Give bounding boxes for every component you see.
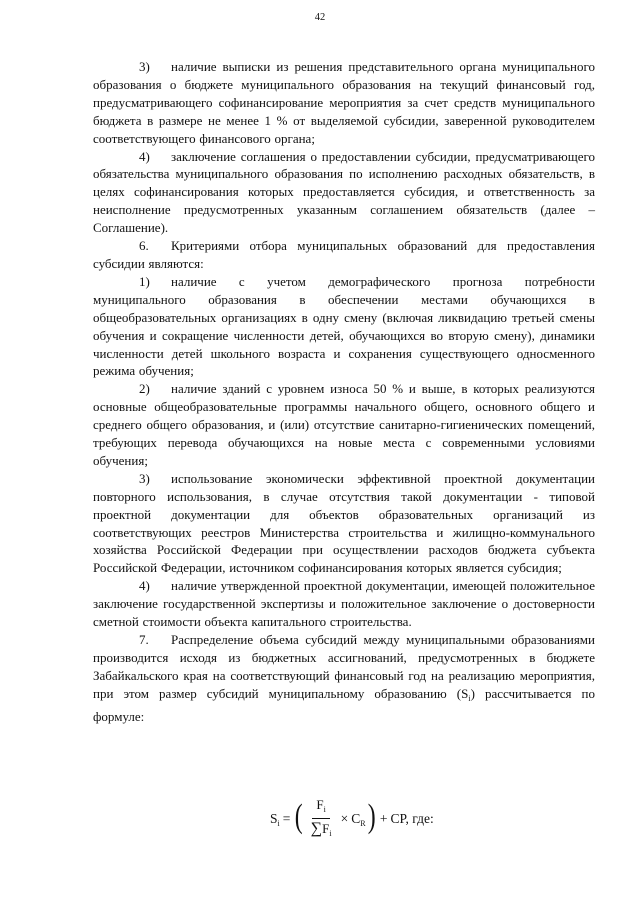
formula-tail: CP, где: xyxy=(390,811,434,826)
paragraph-text: Критериями отбора муниципальных образований для предоставления субсидии являются: xyxy=(93,238,595,271)
formula-plus: + xyxy=(379,811,388,826)
formula-equals: = xyxy=(282,811,291,826)
section-7 xyxy=(93,631,595,726)
paragraph-text: наличие с учетом демографического прогноза потребности муниципального образования в обеспечении местами обучающихся в общеобразовательных организациях в одну смену (включая ликвидацию третьей смены обучения и сокращение численности детей, обучающихся во вторую смену), динамики численности детей школьного возраста и сохранения существующего односменного режима обучения; xyxy=(93,273,595,379)
item-number: 3) xyxy=(139,59,150,74)
item-number: 4) xyxy=(139,148,150,164)
item-number: 2) xyxy=(139,381,150,397)
paragraph-text: заключение соглашения о предоставлении субсидии, предусматривающего обязательства муниципального образования по исполнению расходных обязательств, в целях софинансирования которых предоставляется субсидия, и ответственность за неисполнение предусмотренных указанным соглашением обязательств (далее – Соглашение). xyxy=(93,148,595,236)
section-number: 7. xyxy=(139,632,149,647)
paragraph-3 xyxy=(93,58,595,148)
criterion-4 xyxy=(93,577,595,631)
formula-times: × xyxy=(340,811,349,826)
formula-left-paren: ( xyxy=(295,798,304,835)
formula-lhs: $S_i$ xyxy=(270,810,280,828)
formula-coefficient: $C_R$ xyxy=(351,810,366,828)
paragraph-text: наличие выписки из решения представительного органа муниципального образования о бюджете муниципального образования на текущий финансовый год, предусматривающего софинансирование мероприятия за счет средств муниципального бюджета в размере не менее 1 % от выделяемой субсидии, заверенной руководителем соответствующего финансового органа; xyxy=(93,59,595,146)
formula-fraction xyxy=(307,797,336,841)
subsidy-formula xyxy=(270,796,434,842)
paragraph-4 xyxy=(93,148,595,238)
criterion-3 xyxy=(93,470,595,577)
subscript-i: i xyxy=(468,693,471,703)
item-number: 1) xyxy=(139,273,150,289)
paragraph-text-end: ) рассчитывается по формуле: xyxy=(93,685,595,724)
formula-numerator: $F_i$ xyxy=(312,797,329,819)
item-number: 3) xyxy=(139,470,150,486)
paragraph-text: наличие зданий с уровнем износа 50 % и выше, в которых реализуются основные общеобразовательные программы начального общего, основного общего и среднего общего образования, и (или) отсутствие санитарно-гигиенических помещений, требующих перевода обучающихся на новые места с современными условиями обучения; xyxy=(93,381,595,468)
criterion-1 xyxy=(93,273,595,380)
criterion-2 xyxy=(93,380,595,470)
paragraph-text: использование экономически эффективной проектной документации повторного использования, в случае отсутствия такой документации - типовой проектной документации для объектов образовательных организаций из соответствующих реестров Министерства строительства и жилищно-коммунального хозяйства Российской Федерации при осуществлении расходов бюджета субъекта Российской Федерации, источником софинансирования которых является субсидия; xyxy=(93,470,595,576)
formula-right-paren: ) xyxy=(367,798,376,835)
paragraph-text: Распределение объема субсидий между муниципальными образованиями производится исходя из бюджетных ассигнований, предусмотренных в бюджете Забайкальского края на соответствующий финансовый год на реализацию мероприятия, при этом размер субсидий муниципальному образованию (S xyxy=(93,632,595,701)
document-body xyxy=(93,58,595,726)
formula-denominator: $\sum F_i$ xyxy=(310,820,332,838)
paragraph-text: наличие утвержденной проектной документации, имеющей положительное заключение государственной экспертизы и положительное заключение о достоверности сметной стоимости объекта капитального строительства. xyxy=(93,578,595,630)
page-number: 42 xyxy=(314,12,326,23)
section-number: 6. xyxy=(139,238,149,254)
item-number: 4) xyxy=(139,578,150,594)
section-6 xyxy=(93,237,595,273)
